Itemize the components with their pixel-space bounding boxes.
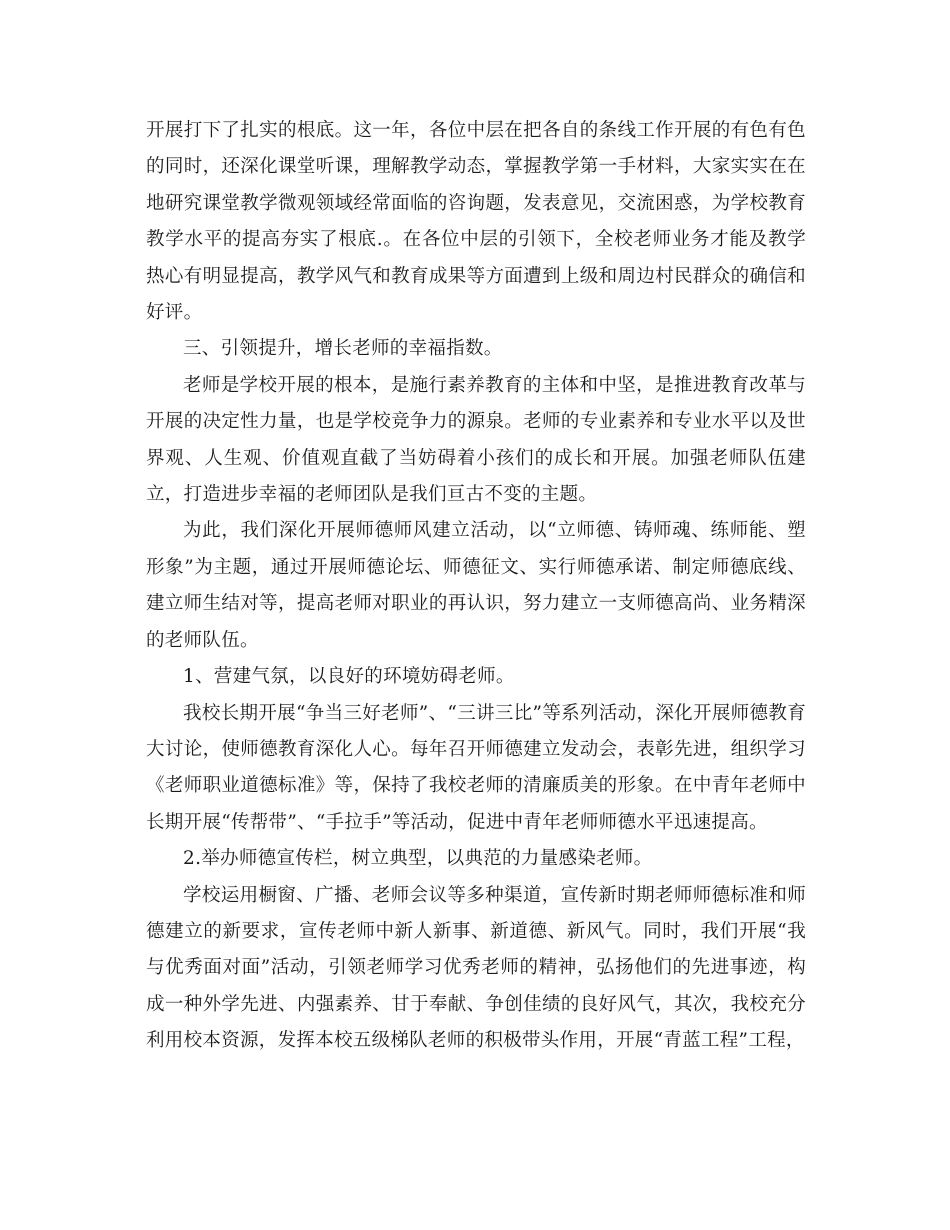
paragraph-2: 老师是学校开展的根本，是施行素养教育的主体和中坚，是推进教育改革与开展的决定性力量，也是学校竞争力的源泉。老师的专业素养和专业水平以及世界观、人生观、价值观直截了当妨碍着小孩们的成长和开展。加强老师队伍建立，打造进步幸福的老师团队是我们亘古不变的主题。 xyxy=(146,374,806,506)
paragraph-1: 开展打下了扎实的根底。这一年，各位中层在把各自的条线工作开展的有色有色的同时，还深化课堂听课，理解教学动态，掌握教学第一手材料，大家实实在在地研究课堂教学微观领域经常面临的咨询题，发表意见，交流困惑，为学校教育教学水平的提高夯实了根底.。在各位中层的引领下，全校老师业务才能及教学热心有明显提高，教学风气和教育成果等方面遭到上级和周边村民群众的确信和好评。 xyxy=(146,120,806,324)
subheading-2: 2.举办师德宣传栏，树立典型，以典范的力量感染老师。 xyxy=(183,848,653,870)
document-body xyxy=(146,113,806,1060)
paragraph-5: 学校运用橱窗、广播、老师会议等多种渠道，宣传新时期老师师德标准和师德建立的新要求，宣传老师中新人新事、新道德、新风气。同时，我们开展“我与优秀面对面”活动，引领老师学习优秀老师的精神，弘扬他们的先进事迹，构成一种外学先进、内强素养、甘于奉献、争创佳绩的良好风气，其次，我校充分利用校本资源，发挥本校五级梯队老师的积极带头作用，开展“青蓝工程”工程， xyxy=(146,884,806,1052)
paragraph-3: 为此，我们深化开展师德师风建立活动，以“立师德、铸师魂、练师能、塑形象”为主题，通过开展师德论坛、师德征文、实行师德承诺、制定师德底线、建立师生结对等，提高老师对职业的再认识，努力建立一支师德高尚、业务精深的老师队伍。 xyxy=(146,520,806,651)
paragraph-4: 我校长期开展“争当三好老师”、“三讲三比”等系列活动，深化开展师德教育大讨论，使师德教育深化人心。每年召开师德建立发动会，表彰先进，组织学习《老师职业道德标准》等，保持了我校老师的清廉质美的形象。在中青年老师中长期开展“传帮带”、“手拉手”等活动，促进中青年老师师德水平迅速提高。 xyxy=(146,702,806,833)
subheading-1: 1、营建气氛，以良好的环境妨碍老师。 xyxy=(183,666,515,688)
section-heading-3: 三、引领提升，增长老师的幸福指数。 xyxy=(183,338,503,360)
